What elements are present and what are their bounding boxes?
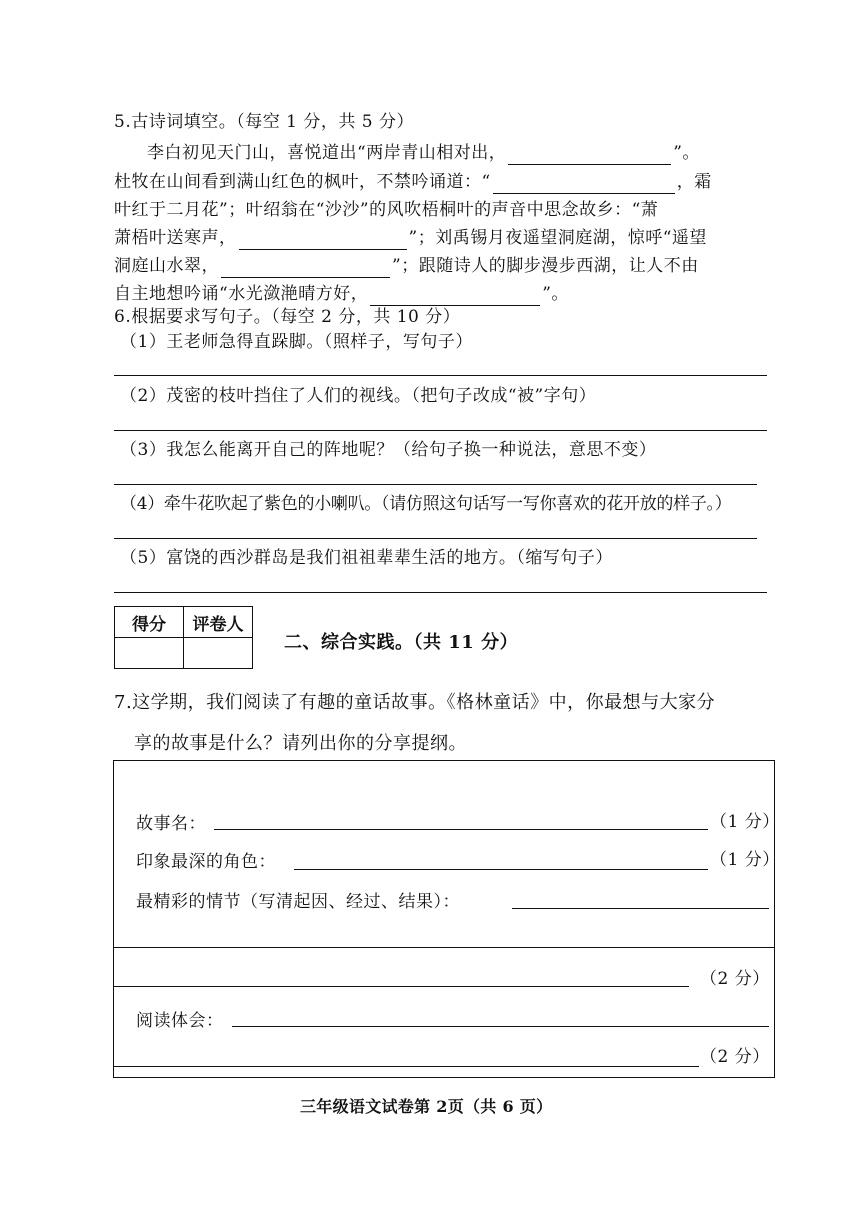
- q5-line-1-text-b: ”。: [673, 143, 700, 163]
- q7-plot-line-1[interactable]: [512, 908, 769, 909]
- q7-reflection-line-1[interactable]: [232, 1026, 769, 1027]
- score-box-grader-cell[interactable]: [184, 638, 253, 669]
- q6-item-4: （4）牵牛花吹起了紫色的小喇叭。（请仿照这句话写一写你喜欢的花开放的样子。）: [120, 494, 732, 514]
- q5-line-2-text-a: 杜牧在山间看到满山红色的枫叶，不禁吟诵道：“: [114, 172, 491, 192]
- q7-character-line[interactable]: [294, 869, 708, 870]
- q5-line-4: [114, 226, 707, 250]
- q5-blank-3[interactable]: [239, 231, 407, 250]
- q5-line-3: 叶红于二月花”；叶绍翁在“沙沙”的风吹梧桐叶的声音中思念故乡：“萧: [114, 200, 659, 220]
- q7-plot-label: 最精彩的情节（写清起因、经过、结果）：: [136, 892, 460, 912]
- q5-line-5-text-b: ”；跟随诗人的脚步漫步西湖，让人不由: [392, 256, 699, 276]
- q7-story-name-line[interactable]: [214, 829, 708, 830]
- q5-blank-4[interactable]: [221, 259, 390, 278]
- q7-character-label: 印象最深的角色：: [136, 852, 276, 872]
- q7-reflection-points: （2 分）: [700, 1047, 770, 1067]
- q6-answer-line-4[interactable]: [114, 538, 757, 539]
- q6-item-5: （5）富饶的西沙群岛是我们祖祖辈辈生活的地方。（缩写句子）: [120, 548, 613, 568]
- q5-line-2: [114, 170, 712, 194]
- q5-line-6-text-a: 自主地想吟诵“水光潋滟晴方好，: [114, 284, 369, 304]
- q5-line-6-text-b: ”。: [542, 284, 569, 304]
- score-box-score-cell[interactable]: [115, 638, 184, 669]
- q5-blank-2[interactable]: [493, 175, 675, 194]
- q5-line-4-text-a: 萧梧叶送寒声，: [114, 228, 237, 248]
- score-box: [114, 606, 253, 669]
- q5-line-1-text-a: 李白初见天门山，喜悦道出“两岸青山相对出，: [147, 143, 507, 163]
- q7-reflection-line-2[interactable]: [114, 1066, 699, 1067]
- q5-blank-1[interactable]: [508, 146, 671, 165]
- q7-character-points: （1 分）: [710, 850, 780, 870]
- q6-item-3: （3）我怎么能离开自己的阵地呢？（给句子换一种说法，意思不变）: [120, 440, 657, 460]
- q6-answer-line-3[interactable]: [114, 484, 757, 485]
- q5-line-1: [147, 141, 700, 165]
- q6-answer-line-2[interactable]: [114, 430, 767, 431]
- q5-line-5-text-a: 洞庭山水翠，: [114, 256, 219, 276]
- q7-line-1: 7.这学期，我们阅读了有趣的童话故事。《格林童话》中，你最想与大家分: [114, 692, 716, 713]
- q6-item-1: （1）王老师急得直跺脚。（照样子，写句子）: [120, 332, 473, 352]
- q5-title: 5.古诗词填空。（每空 1 分，共 5 分）: [114, 112, 414, 132]
- q7-plot-points: （2 分）: [700, 969, 770, 989]
- q5-blank-5[interactable]: [370, 287, 540, 306]
- q5-line-5: [114, 254, 699, 278]
- q5-line-6: [114, 282, 569, 306]
- q5-line-2-text-b: ，霜: [676, 172, 712, 192]
- q6-title: 6.根据要求写句子。（每空 2 分，共 10 分）: [114, 307, 461, 327]
- q7-reflection-label: 阅读体会：: [136, 1011, 224, 1031]
- q7-story-name-points: （1 分）: [710, 812, 780, 832]
- q7-plot-line-2[interactable]: [114, 947, 775, 948]
- q7-story-name-label: 故事名：: [136, 814, 206, 834]
- q7-line-2: 享的故事是什么？请列出你的分享提纲。: [134, 733, 467, 754]
- section-2-title: 二、综合实践。（共 11 分）: [284, 632, 519, 653]
- q7-plot-line-3[interactable]: [114, 986, 689, 987]
- page-footer: 三年级语文试卷第 2页（共 6 页）: [300, 1097, 553, 1116]
- score-box-header-score: 得分: [115, 607, 184, 638]
- score-box-header-grader: 评卷人: [184, 607, 253, 638]
- q6-item-2: （2）茂密的枝叶挡住了人们的视线。（把句子改成“被”字句）: [120, 386, 597, 406]
- q6-answer-line-1[interactable]: [114, 375, 767, 376]
- q5-line-4-text-b: ”；刘禹锡月夜遥望洞庭湖，惊呼“遥望: [408, 228, 707, 248]
- q6-answer-line-5[interactable]: [114, 592, 767, 593]
